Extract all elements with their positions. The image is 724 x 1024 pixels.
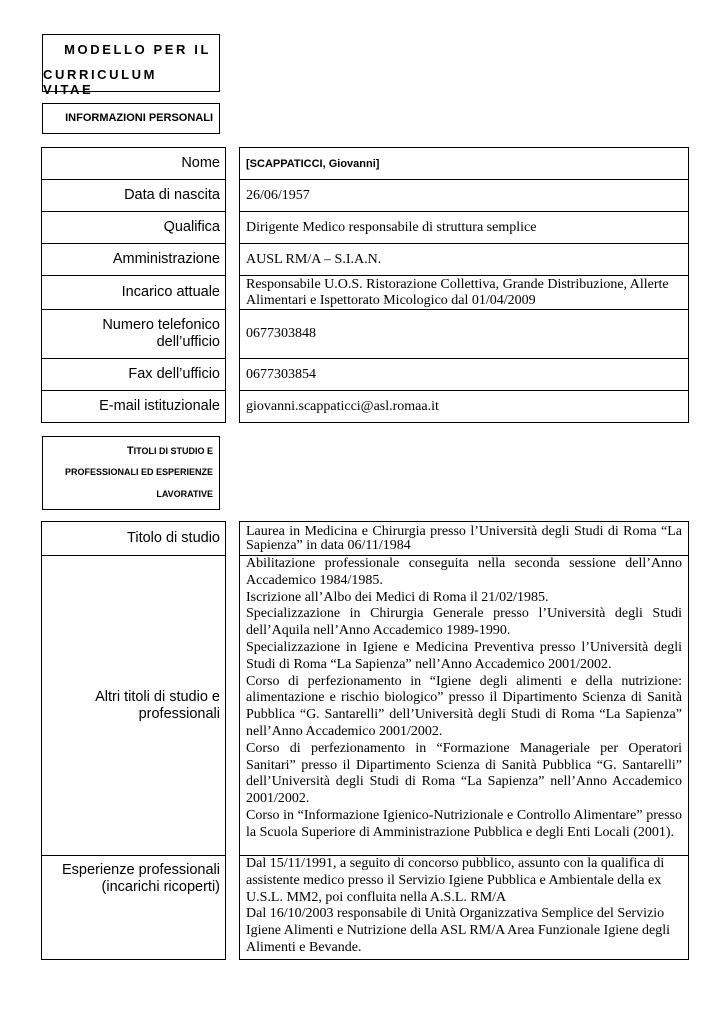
table-row	[42, 212, 689, 244]
table-row	[42, 148, 689, 180]
label-amministrazione: Amministrazione	[42, 244, 226, 276]
label-altri-titoli: Altri titoli di studio e professionali	[42, 556, 226, 856]
table-row	[42, 244, 689, 276]
list-item: Specializzazione in Chirurgia Generale presso l’Università degli Studi dell’Aquila nell’Anno Accademico 1989-1990.	[246, 606, 682, 639]
list-item: Abilitazione professionale conseguita nella seconda sessione dell’Anno Accademico 1984/1985.	[246, 556, 682, 588]
value-data-nascita: 26/06/1957	[240, 180, 689, 212]
section-heading-titoli	[42, 436, 220, 510]
section-heading-titoli-line2: PROFESSIONALI ED ESPERIENZE	[64, 467, 213, 477]
cv-title-box	[42, 34, 220, 97]
list-item: Specializzazione in Igiene e Medicina Preventiva presso l’Università degli Studi di Roma “La Sapienza” nell’Anno Accademico 2001/2002.	[246, 639, 682, 672]
personal-info-table	[41, 147, 689, 423]
table-row	[42, 359, 689, 391]
table-row	[42, 856, 689, 960]
label-data-nascita: Data di nascita	[42, 180, 226, 212]
label-esperienze: Esperienze professionali (incarichi ricoperti)	[42, 856, 226, 960]
list-item: Dal 15/11/1991, a seguito di concorso pubblico, assunto con la qualifica di assistente medico presso il Servizio Igiene Pubblica e Ambientale della ex U.S.L. MM2, poi confluita nella A.S.L. RM/A	[246, 856, 665, 905]
label-titolo-studio: Titolo di studio	[42, 522, 226, 556]
value-amministrazione: AUSL RM/A – S.I.A.N.	[240, 244, 689, 276]
list-item: Corso di perfezionamento in “Igiene degli alimenti e della nutrizione: alimentazione e rischio biologico” presso il Dipartimento Scienza di Sanità Pubblica “G. Santarelli” dell’Università degli Studi di Roma “La Sapienza” nell’Anno Accademico 2001/2002.	[246, 673, 682, 739]
value-telefono: 0677303848	[240, 310, 689, 359]
section-heading-personal-text: INFORMAZIONI PERSONALI	[65, 112, 213, 124]
table-row	[42, 391, 689, 423]
value-titolo-studio: Laurea in Medicina e Chirurgia presso l’Università degli Studi di Roma “La Sapienza” in data 06/11/1984	[240, 522, 689, 556]
label-fax: Fax dell’ufficio	[42, 359, 226, 391]
label-qualifica: Qualifica	[42, 212, 226, 244]
value-incarico: Responsabile U.O.S. Ristorazione Collettiva, Grande Distribuzione, Allerte Alimentari e Ispettorato Micologico dal 01/04/2009	[240, 276, 689, 310]
value-nome: [SCAPPATICCI, Giovanni]	[240, 148, 689, 180]
list-item: Iscrizione all’Albo dei Medici di Roma il 21/02/1985.	[246, 589, 549, 605]
value-qualifica: Dirigente Medico responsabile di struttura semplice	[240, 212, 689, 244]
list-item: Dal 16/10/2003 responsabile di Unità Organizzativa Semplice del Servizio Igiene Alimenti e Nutrizione della ASL RM/A Area Funzionale Igiene degli Alimenti e Bevande.	[246, 906, 671, 955]
section-heading-titoli-line1: TITOLI DI STUDIO E	[126, 445, 213, 457]
cv-title-line2: CURRICULUM VITAE	[43, 67, 158, 97]
value-fax: 0677303854	[240, 359, 689, 391]
value-altri-titoli	[240, 556, 689, 856]
value-esperienze	[240, 856, 689, 960]
label-nome: Nome	[42, 148, 226, 180]
list-item: Corso di perfezionamento in “Formazione Manageriale per Operatori Sanitari” presso il Dipartimento Scienza di Sanità Pubblica “G. Santarelli” dell’Università degli Studi di Roma “La Sapienza” nell’Anno Accademico 2001/2002.	[246, 740, 682, 807]
value-email: giovanni.scappaticci@asl.romaa.it	[240, 391, 689, 423]
label-telefono: Numero telefonico dell’ufficio	[42, 310, 226, 359]
label-email: E-mail istituzionale	[42, 391, 226, 423]
education-table	[41, 521, 689, 960]
section-heading-titoli-line3: LAVORATIVE	[156, 489, 213, 499]
list-item: Corso in “Informazione Igienico-Nutrizionale e Controllo Alimentare” presso la Scuola Superiore di Amministrazione Pubblica e degli Enti Locali (2001).	[246, 807, 682, 840]
table-row	[42, 180, 689, 212]
cv-title-line1: MODELLO PER IL	[64, 42, 211, 57]
section-heading-personal	[42, 103, 220, 134]
table-row	[42, 556, 689, 856]
table-row	[42, 310, 689, 359]
table-row	[42, 276, 689, 310]
table-row	[42, 522, 689, 556]
label-incarico: Incarico attuale	[42, 276, 226, 310]
